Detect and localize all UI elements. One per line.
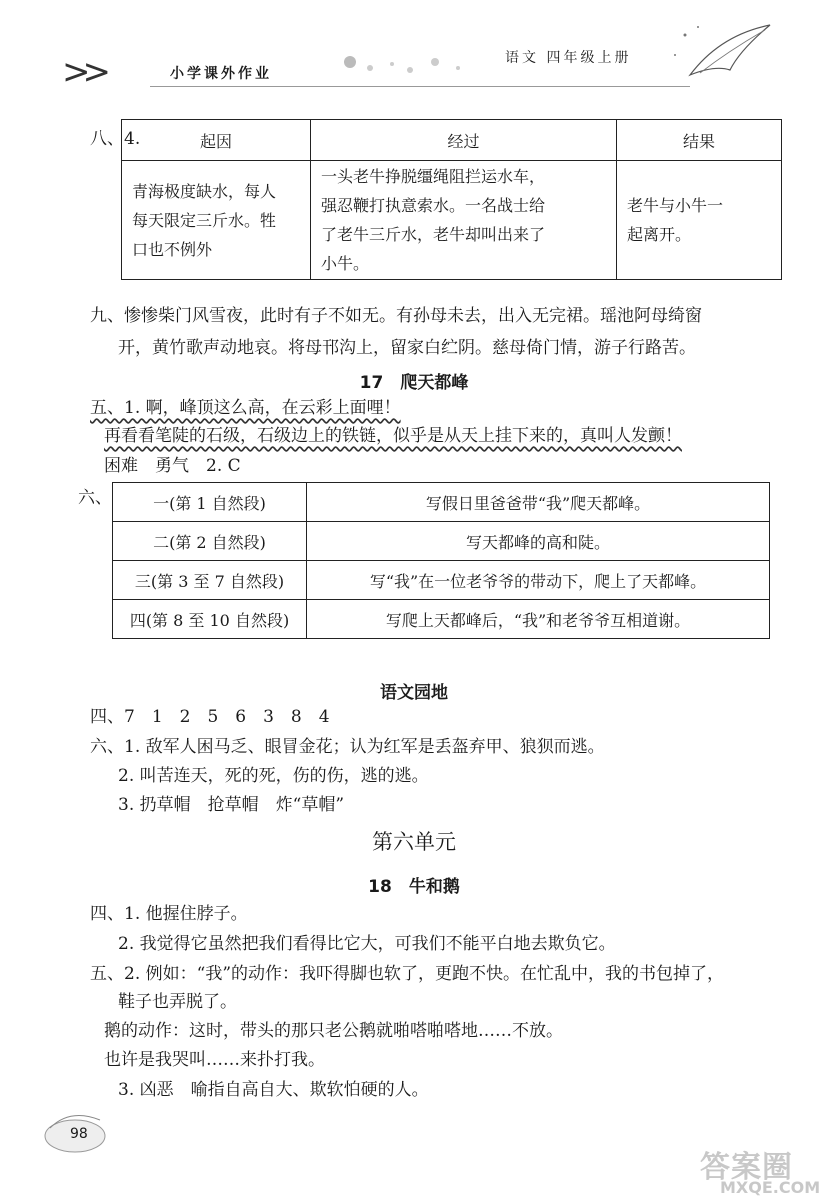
decorative-dots-icon	[340, 50, 470, 80]
header-rule	[150, 86, 690, 87]
lesson-18-title: 18 牛和鹅	[368, 877, 460, 897]
l17-q6-desc-1: 写假日里爸爸带“我”爬天都峰。	[307, 483, 770, 522]
l17-q6-table	[112, 482, 770, 639]
garden-q6-2: 2. 叫苦连天，死的死，伤的伤，逃的逃。	[118, 766, 429, 786]
q8-header-process: 经过	[311, 120, 617, 161]
q8-label: 八、4.	[90, 129, 141, 149]
l17-q6-label: 六、	[78, 488, 112, 508]
garden-q6-3: 3. 扔草帽 抢草帽 炸“草帽”	[118, 795, 345, 815]
q9-line-1: 九、惨惨柴门风雪夜，此时有子不如无。有孙母未去，出入无完裙。瑶池阿母绮窗	[90, 306, 702, 326]
subject-grade: 语文 四年级上册	[505, 50, 632, 66]
series-title: 小学课外作业	[170, 66, 272, 82]
q8-header-result: 结果	[617, 120, 782, 161]
q8-cell-cause: 青海极度缺水，每人 每天限定三斤水。牲 口也不例外	[122, 161, 311, 280]
l18-q5-2: 鹅的动作：这时，带头的那只老公鹅就啪嗒啪嗒地……不放。	[104, 1021, 563, 1041]
l18-q4-2: 2. 我觉得它虽然把我们看得比它大，可我们不能平白地去欺负它。	[118, 934, 616, 954]
lesson-17-title: 17 爬天都峰	[359, 373, 469, 393]
unit-6-title: 第六单元	[372, 830, 456, 854]
l18-q5-3: 也许是我哭叫……来扑打我。	[104, 1050, 325, 1070]
q9-line-2: 开，黄竹歌声动地哀。将母邗沟上，留家白纻阴。慈母倚门情，游子行路苦。	[118, 338, 696, 358]
l18-q5-4: 3. 凶恶 喻指自高自大、欺软怕硬的人。	[118, 1080, 429, 1100]
l17-q5-line-2: 再看看笔陡的石级，石级边上的铁链，似乎是从天上挂下来的，真叫人发颤！	[104, 426, 682, 446]
watermark-url: MXQE.COM	[720, 1178, 821, 1197]
header-arrows-icon: >>	[62, 52, 103, 92]
garden-title: 语文园地	[380, 683, 448, 703]
watermark-logo: 答案圈	[700, 1150, 793, 1185]
l17-q6-desc-2: 写天都峰的高和陡。	[307, 522, 770, 561]
feather-decoration-icon	[670, 15, 780, 90]
q8-cell-process: 一头老牛挣脱缰绳阻拦运水车， 强忍鞭打执意索水。一名战士给 了老牛三斤水，老牛却叫出来了 小牛。	[311, 161, 617, 280]
page-number: 98	[70, 1126, 88, 1142]
l17-q5-line-1: 五、1. 啊，峰顶这么高，在云彩上面哩！	[90, 398, 401, 418]
l18-q4-1: 四、1. 他握住脖子。	[90, 904, 248, 924]
l17-q6-part-1: 一(第 1 自然段)	[113, 483, 307, 522]
l17-q6-part-3: 三(第 3 至 7 自然段)	[113, 561, 307, 600]
q8-table	[121, 119, 782, 280]
l18-q5-1b: 鞋子也弄脱了。	[118, 992, 237, 1012]
garden-q6-1: 六、1. 敌军人困马乏、眼冒金花；认为红军是丢盔弃甲、狼狈而逃。	[90, 737, 605, 757]
q8-cell-result: 老牛与小牛一 起离开。	[617, 161, 782, 280]
l17-q6-desc-3: 写“我”在一位老爷爷的带动下，爬上了天都峰。	[307, 561, 770, 600]
l17-q5-line-3: 困难 勇气 2. C	[104, 456, 241, 476]
l17-q6-part-4: 四(第 8 至 10 自然段)	[113, 600, 307, 639]
l17-q6-part-2: 二(第 2 自然段)	[113, 522, 307, 561]
q8-header-cause: 起因	[122, 120, 311, 161]
garden-q4: 四、7 1 2 5 6 3 8 4	[90, 707, 330, 727]
l18-q5-1: 五、2. 例如：“我”的动作：我吓得脚也软了，更跑不快。在忙乱中，我的书包掉了，	[90, 964, 725, 984]
l17-q6-desc-4: 写爬上天都峰后，“我”和老爷爷互相道谢。	[307, 600, 770, 639]
